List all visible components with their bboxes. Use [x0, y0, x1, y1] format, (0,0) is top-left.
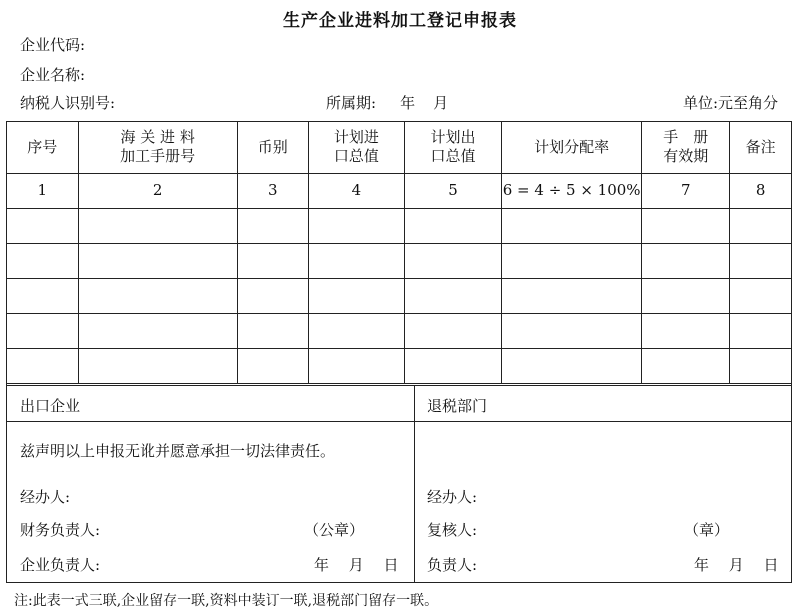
table-cell[interactable]	[308, 348, 404, 383]
dept-head-label: 负责人:	[427, 556, 478, 574]
table-cell[interactable]	[642, 243, 730, 278]
table-cell[interactable]	[404, 313, 501, 348]
col-header: 计划进 口总值	[308, 122, 404, 173]
table-cell[interactable]	[730, 208, 791, 243]
column-number: 3	[237, 173, 308, 208]
table-cell[interactable]	[308, 208, 404, 243]
table-row	[7, 243, 791, 278]
table-cell[interactable]	[730, 313, 791, 348]
column-number: 2	[78, 173, 237, 208]
table-cell[interactable]	[502, 313, 642, 348]
header-row	[7, 122, 791, 173]
table-cell[interactable]	[7, 313, 78, 348]
table-cell[interactable]	[7, 278, 78, 313]
table-cell[interactable]	[502, 208, 642, 243]
exporter-date: 年 月 日	[314, 556, 399, 574]
table-cell[interactable]	[7, 208, 78, 243]
table-cell[interactable]	[237, 278, 308, 313]
table-cell[interactable]	[404, 243, 501, 278]
tax-dept-header: 退税部门	[427, 397, 488, 415]
table-cell[interactable]	[308, 313, 404, 348]
section-divider	[414, 386, 415, 583]
table-cell[interactable]	[78, 313, 237, 348]
table-cell[interactable]	[308, 243, 404, 278]
enterprise-name-label: 企业名称:	[20, 66, 86, 84]
reviewer-label: 复核人:	[427, 521, 478, 539]
table-cell[interactable]	[730, 278, 791, 313]
table-cell[interactable]	[308, 278, 404, 313]
table-cell[interactable]	[642, 208, 730, 243]
table-row	[7, 278, 791, 313]
column-number: 5	[404, 173, 501, 208]
section-header-separator	[7, 421, 791, 422]
table-cell[interactable]	[404, 208, 501, 243]
table-cell[interactable]	[642, 313, 730, 348]
finance-head-label: 财务负责人:	[20, 521, 101, 539]
column-number: 8	[730, 173, 791, 208]
table-cell[interactable]	[78, 243, 237, 278]
enterprise-code-label: 企业代码:	[20, 36, 86, 54]
table-cell[interactable]	[78, 278, 237, 313]
declaration-form	[6, 121, 792, 583]
col-header: 序号	[7, 122, 78, 173]
dept-seal-label: （章）	[684, 521, 730, 539]
table-row	[7, 313, 791, 348]
table-cell[interactable]	[78, 348, 237, 383]
col-header: 计划分配率	[502, 122, 642, 173]
table-cell[interactable]	[237, 348, 308, 383]
table-cell[interactable]	[404, 278, 501, 313]
tax-dept-handler-label: 经办人:	[427, 488, 478, 506]
column-number: 1	[7, 173, 78, 208]
table-cell[interactable]	[730, 348, 791, 383]
period-field	[326, 92, 448, 113]
table-row	[7, 208, 791, 243]
exporter-handler-label: 经办人:	[20, 488, 71, 506]
table-cell[interactable]	[237, 243, 308, 278]
col-header: 海 关 进 料 加工手册号	[78, 122, 237, 173]
unit-label: 单位:元至角分	[682, 94, 778, 112]
enterprise-head-label: 企业负责人:	[20, 556, 101, 574]
period-label: 所属期:	[326, 94, 377, 112]
table-cell[interactable]	[237, 208, 308, 243]
taxpayer-id-label: 纳税人识别号:	[20, 94, 116, 112]
dept-date: 年 月 日	[694, 556, 779, 574]
form-title: 生产企业进料加工登记申报表	[283, 11, 517, 31]
table-cell[interactable]	[642, 278, 730, 313]
table-cell[interactable]	[78, 208, 237, 243]
col-header: 计划出 口总值	[404, 122, 501, 173]
table-cell[interactable]	[502, 348, 642, 383]
table-cell[interactable]	[237, 313, 308, 348]
exporter-header: 出口企业	[20, 397, 81, 415]
table-cell[interactable]	[730, 243, 791, 278]
signature-section	[7, 385, 791, 583]
registration-table	[7, 122, 791, 384]
col-header: 备注	[730, 122, 791, 173]
table-row	[7, 348, 791, 383]
table-cell[interactable]	[502, 243, 642, 278]
period-year: 年	[400, 94, 416, 112]
declaration-text: 兹声明以上申报无讹并愿意承担一切法律责任。	[20, 442, 336, 460]
col-header: 币别	[237, 122, 308, 173]
period-month: 月	[433, 94, 449, 112]
table-cell[interactable]	[642, 348, 730, 383]
table-cell[interactable]	[404, 348, 501, 383]
table-cell[interactable]	[7, 348, 78, 383]
table-cell[interactable]	[502, 278, 642, 313]
column-number: 4	[308, 173, 404, 208]
company-seal-label: （公章）	[304, 521, 365, 539]
footnote: 注:此表一式三联,企业留存一联,资料中装订一联,退税部门留存一联。	[14, 593, 439, 609]
column-number: 6 = 4 ÷ 5 × 100%	[502, 173, 642, 208]
column-number: 7	[642, 173, 730, 208]
column-number-row	[7, 173, 791, 208]
table-cell[interactable]	[7, 243, 78, 278]
col-header: 手 册 有效期	[642, 122, 730, 173]
